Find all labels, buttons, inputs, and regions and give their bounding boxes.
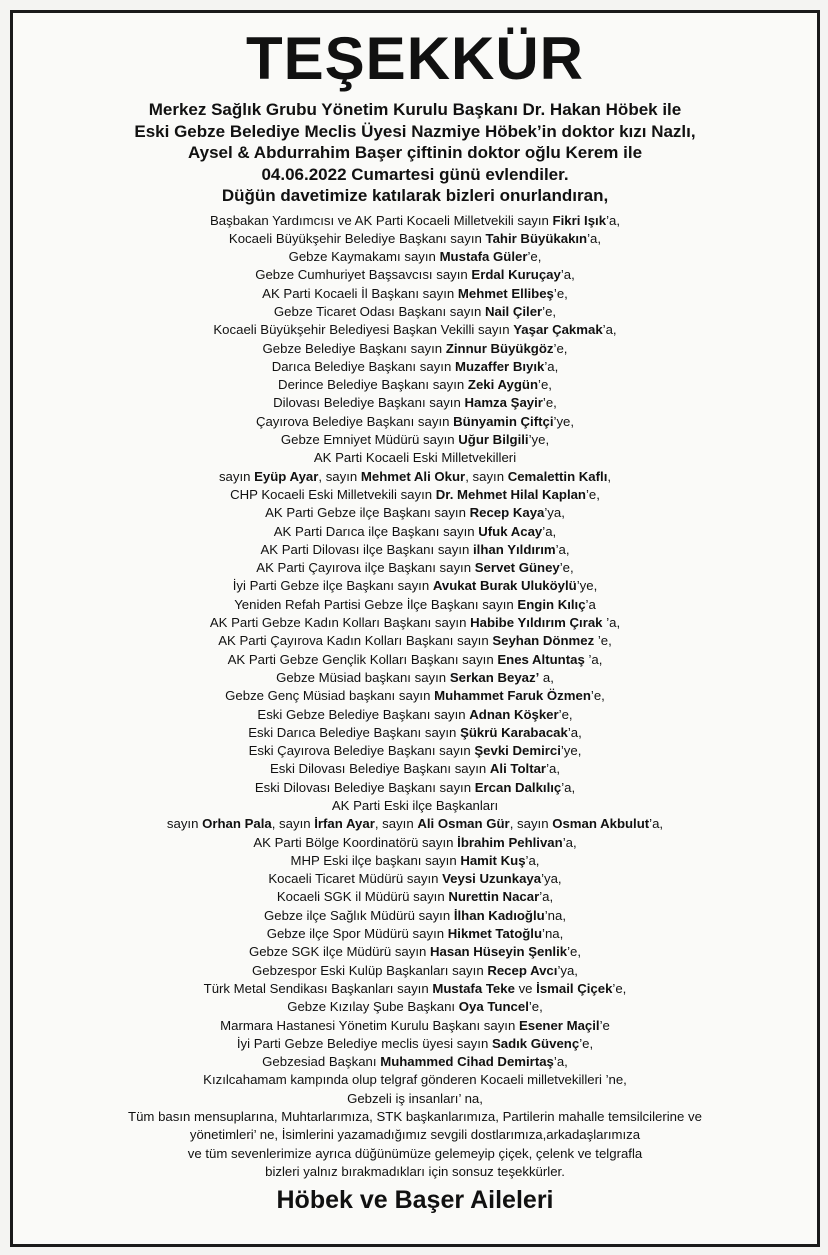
thanks-text: ’e, xyxy=(542,395,557,411)
thanks-line xyxy=(21,394,809,412)
thanks-text: ’e, xyxy=(553,340,568,356)
honoree-name: Mehmet Ali Okur xyxy=(360,468,466,484)
thanks-text: AK Parti Gebze Gençlik Kolları Başkanı sayın xyxy=(227,651,498,667)
thanks-text: Başbakan Yardımcısı ve AK Parti Kocaeli Milletvekili sayın xyxy=(210,212,553,228)
thanks-text: Eski Gebze Belediye Başkanı sayın xyxy=(257,706,470,722)
honoree-name: Serkan Beyaz’ xyxy=(449,669,540,685)
thanks-text: Gebze SGK ilçe Müdürü sayın xyxy=(248,944,431,960)
thanks-text: ’e, xyxy=(528,999,543,1015)
thanks-line xyxy=(21,285,809,303)
honoree-name: Zeki Aygün xyxy=(467,377,539,393)
intro-line: Eski Gebze Belediye Meclis Üyesi Nazmiye Höbek’in doktor kızı Nazlı, xyxy=(134,121,696,141)
honoree-name: Enes Altuntaş xyxy=(497,651,585,667)
honoree-name: Osman Akbulut xyxy=(552,816,650,832)
thanks-text: ’a, xyxy=(555,541,570,557)
thanks-text: ’a, xyxy=(649,816,664,832)
thanks-text: sayın xyxy=(166,816,203,832)
thanks-text: ’e, xyxy=(579,1035,594,1051)
honoree-name: Oya Tuncel xyxy=(458,999,529,1015)
thanks-text: AK Parti Çayırova Kadın Kolları Başkanı sayın xyxy=(218,633,493,649)
thanks-text: ’e, xyxy=(586,486,600,502)
honoree-name: İrfan Ayar xyxy=(314,816,375,832)
thanks-text: ’a, xyxy=(561,779,576,795)
thanks-text: , sayın xyxy=(465,468,508,484)
thanks-line xyxy=(21,303,809,321)
honoree-name: Ufuk Acay xyxy=(478,523,543,539)
thanks-text: Kocaeli Ticaret Müdürü sayın xyxy=(268,871,443,887)
honoree-name: Mustafa Güler xyxy=(439,249,528,265)
thanks-text: İyi Parti Gebze Belediye meclis üyesi sayın xyxy=(236,1035,492,1051)
thanks-text: Darıca Belediye Başkanı sayın xyxy=(271,358,455,374)
thanks-line xyxy=(21,449,809,467)
thanks-text: , sayın xyxy=(509,816,553,832)
thanks-line xyxy=(21,779,809,797)
thanks-line xyxy=(21,797,809,815)
thanks-text: AK Parti Eski ilçe Başkanları xyxy=(331,798,499,813)
thanks-line xyxy=(21,266,809,284)
thanks-text: , sayın xyxy=(374,816,418,832)
thanks-text: Türk Metal Sendikası Başkanları sayın xyxy=(203,980,433,996)
thanks-line xyxy=(21,486,809,504)
thanks-line xyxy=(21,742,809,760)
thanks-line xyxy=(21,596,809,614)
thanks-line xyxy=(21,852,809,870)
thanks-text: AK Parti Çayırova ilçe Başkanı sayın xyxy=(256,560,475,576)
thanks-text: Gebzeli iş insanları’ na, xyxy=(347,1090,483,1106)
thanks-line xyxy=(21,669,809,687)
thanks-text: ’e, xyxy=(558,706,573,722)
honoree-name: Adnan Köşker xyxy=(469,706,559,722)
thanks-line xyxy=(21,998,809,1016)
thanks-text: Gebze Müsiad başkanı sayın xyxy=(276,669,450,685)
thanks-text: AK Parti Gebze Kadın Kolları Başkanı sayın xyxy=(209,615,471,631)
thanks-text: ’ye, xyxy=(560,743,582,759)
thanks-text: ’ye, xyxy=(553,413,575,429)
honoree-name: Mehmet Ellibeş xyxy=(457,285,554,301)
thanks-text: ’a, xyxy=(544,358,559,374)
honoree-name: Hikmet Tatoğlu xyxy=(447,926,543,942)
honoree-name: Nail Çiler xyxy=(485,303,543,319)
thanks-line xyxy=(21,888,809,906)
thanks-text: AK Parti Bölge Koordinatörü sayın xyxy=(253,834,458,850)
thanks-line xyxy=(21,943,809,961)
thanks-line xyxy=(21,724,809,742)
thanks-text: ’ye, xyxy=(576,578,598,594)
thanks-text: ’a, xyxy=(602,322,617,338)
thanks-text: a, xyxy=(539,669,554,685)
thanks-line xyxy=(21,504,809,522)
thanks-text: MHP Eski ilçe başkanı sayın xyxy=(290,852,461,868)
thanks-text: Gebze ilçe Sağlık Müdürü sayın xyxy=(264,907,454,923)
thanks-text: ’na, xyxy=(542,926,564,942)
thanks-text: Gebze Kaymakamı sayın xyxy=(288,249,440,265)
thanks-text: ’a xyxy=(585,596,596,612)
closing-line: yönetimleri’ ne, İsimlerini yazamadığımız sevgili dostlarımıza,arkadaşlarımıza xyxy=(189,1127,641,1143)
honoree-name: Ercan Dalkılıç xyxy=(474,779,562,795)
thanks-text: Gebze Cumhuriyet Başsavcısı sayın xyxy=(255,267,472,283)
honoree-name: Eyüp Ayar xyxy=(254,468,319,484)
thanks-text: ’e, xyxy=(553,285,568,301)
thanks-text: ’e, xyxy=(612,980,627,996)
honoree-name: Uğur Bilgili xyxy=(458,432,529,448)
thanks-text: ’ya, xyxy=(544,505,565,521)
thanks-text: Kocaeli SGK il Müdürü sayın xyxy=(276,889,449,905)
honoree-name: Recep Avcı xyxy=(487,962,558,978)
honoree-name: İbrahim Pehlivan xyxy=(457,834,563,850)
thanks-text: İyi Parti Gebze ilçe Başkanı sayın xyxy=(232,578,433,594)
closing-paragraph xyxy=(21,1108,809,1181)
thanks-line xyxy=(21,1053,809,1071)
thanks-line xyxy=(21,907,809,925)
thanks-line xyxy=(21,358,809,376)
thanks-text: ’e, xyxy=(590,688,605,704)
thanks-list xyxy=(21,212,809,1109)
thanks-text: , sayın xyxy=(271,816,315,832)
thanks-text: AK Parti Gebze ilçe Başkanı sayın xyxy=(265,505,470,521)
thanks-text: ’a, xyxy=(546,761,560,777)
honoree-name: ilhan Yıldırım xyxy=(473,541,556,557)
thanks-text: ’e, xyxy=(567,944,582,960)
thanks-line xyxy=(21,834,809,852)
honoree-name: Dr. Mehmet Hilal Kaplan xyxy=(435,486,586,502)
signature: Höbek ve Başer Aileleri xyxy=(276,1186,554,1215)
thanks-text: AK Parti Kocaeli İl Başkanı sayın xyxy=(262,285,458,301)
closing-line: Tüm basın mensuplarına, Muhtarlarımıza, STK başkanlarımıza, Partilerin mahalle temsilcilerine ve xyxy=(128,1109,702,1125)
honoree-name: Ali Toltar xyxy=(489,761,547,777)
honoree-name: Habibe Yıldırım Çırak xyxy=(470,615,603,631)
thanks-text: sayın xyxy=(218,468,255,484)
honoree-name: Tahir Büyükakın xyxy=(485,230,588,246)
thanks-line xyxy=(21,815,809,833)
honoree-name: Yaşar Çakmak xyxy=(513,322,603,338)
honoree-name: Veysi Uzunkaya xyxy=(442,871,542,887)
thanks-line xyxy=(21,523,809,541)
thanks-text: ’a, xyxy=(562,834,577,850)
thanks-line xyxy=(21,651,809,669)
thanks-text: Dilovası Belediye Başkanı sayın xyxy=(273,395,465,411)
thanks-text: Gebze Ticaret Odası Başkanı sayın xyxy=(273,303,485,319)
thanks-text: CHP Kocaeli Eski Milletvekili sayın xyxy=(230,486,436,502)
honoree-name: Ali Osman Gür xyxy=(417,816,510,832)
honoree-name: Şevki Demirci xyxy=(474,743,561,759)
thanks-text: Gebzespor Eski Kulüp Başkanları sayın xyxy=(252,962,488,978)
thanks-line xyxy=(21,413,809,431)
thanks-line xyxy=(21,1071,809,1089)
thanks-line xyxy=(21,870,809,888)
honoree-name: Sadık Güvenç xyxy=(491,1035,580,1051)
thanks-text: , sayın xyxy=(318,468,361,484)
thanks-line xyxy=(21,431,809,449)
thanks-text: ’na, xyxy=(544,907,566,923)
thanks-line xyxy=(21,1090,809,1108)
thanks-text: Gebze Genç Müsiad başkanı sayın xyxy=(225,688,435,704)
thanks-text: Eski Dilovası Belediye Başkanı sayın xyxy=(269,761,490,777)
thanks-text: , xyxy=(607,468,612,484)
thanks-text: ’e, xyxy=(542,303,557,319)
thanks-text: Gebze Belediye Başkanı sayın xyxy=(262,340,446,356)
honoree-name: Muhammed Cihad Demirtaş xyxy=(380,1054,554,1070)
honoree-name: Cemalettin Kaflı xyxy=(507,468,608,484)
thanks-text: Marmara Hastanesi Yönetim Kurulu Başkanı sayın xyxy=(220,1017,519,1033)
thanks-line xyxy=(21,1017,809,1035)
honoree-name: Avukat Burak Uluköylü xyxy=(432,578,577,594)
thanks-line xyxy=(21,706,809,724)
thanks-line xyxy=(21,321,809,339)
thanks-line xyxy=(21,577,809,595)
intro-line: Düğün davetimize katılarak bizleri onurlandıran, xyxy=(221,186,609,205)
thanks-text: ’ya, xyxy=(557,962,578,978)
honoree-name: Hasan Hüseyin Şenlik xyxy=(430,944,568,960)
thanks-line xyxy=(21,925,809,943)
honoree-name: Esener Maçil xyxy=(518,1017,600,1033)
thanks-text: ’e, xyxy=(559,560,574,576)
thanks-text: ’a, xyxy=(553,1054,568,1070)
thanks-line xyxy=(21,632,809,650)
thanks-line xyxy=(21,376,809,394)
honoree-name: Fikri Işık xyxy=(552,212,607,228)
thanks-line xyxy=(21,212,809,230)
thanks-line xyxy=(21,468,809,486)
announcement-frame xyxy=(10,10,820,1247)
thanks-text: ’a, xyxy=(567,724,582,740)
honoree-name: Muzaffer Bıyık xyxy=(454,358,545,374)
thanks-text: ’a, xyxy=(525,852,540,868)
thanks-text: ’ya, xyxy=(541,871,562,887)
thanks-line xyxy=(21,248,809,266)
thanks-text: ’a, xyxy=(584,651,603,667)
honoree-name: Seyhan Dönmez xyxy=(492,633,595,649)
honoree-name: Hamza Şayir xyxy=(464,395,543,411)
honoree-name: Erdal Kuruçay xyxy=(471,267,561,283)
thanks-text: ’e xyxy=(599,1017,610,1033)
thanks-text: AK Parti Darıca ilçe Başkanı sayın xyxy=(273,523,479,539)
intro-line: 04.06.2022 Cumartesi günü evlendiler. xyxy=(261,164,569,184)
thanks-text: ’a, xyxy=(606,212,620,228)
honoree-name: Engin Kılıç xyxy=(517,596,586,612)
thanks-text: Eski Dilovası Belediye Başkanı sayın xyxy=(254,779,475,795)
closing-line: ve tüm sevenlerimize ayrıca düğünümüze gelemeyip çiçek, çelenk ve telgrafla xyxy=(187,1145,643,1161)
thanks-text: AK Parti Dilovası ilçe Başkanı sayın xyxy=(260,541,474,557)
thanks-text: ’a, xyxy=(542,523,557,539)
honoree-name: Hamit Kuş xyxy=(460,852,526,868)
thanks-line xyxy=(21,541,809,559)
thanks-text: Yeniden Refah Partisi Gebze İlçe Başkanı sayın xyxy=(234,596,518,612)
thanks-text: ve xyxy=(514,980,537,996)
honoree-name: Servet Güney xyxy=(474,560,560,576)
thanks-line xyxy=(21,1035,809,1053)
honoree-name: Orhan Pala xyxy=(202,816,272,832)
thanks-text: Eski Darıca Belediye Başkanı sayın xyxy=(248,724,461,740)
thanks-text: ’a, xyxy=(560,267,575,283)
thanks-text: ’a, xyxy=(587,230,602,246)
thanks-text: Gebzesiad Başkanı xyxy=(262,1054,381,1070)
thanks-line xyxy=(21,760,809,778)
thanks-text: ’e, xyxy=(594,633,612,649)
honoree-name: Mustafa Teke xyxy=(432,980,515,996)
honoree-name: Nurettin Nacar xyxy=(448,889,540,905)
thanks-line xyxy=(21,962,809,980)
thanks-text: Gebze ilçe Spor Müdürü sayın xyxy=(266,926,448,942)
thanks-text: Kızılcahamam kampında olup telgraf gönderen Kocaeli milletvekilleri ’ne, xyxy=(203,1072,627,1088)
honoree-name: Bünyamin Çiftçi xyxy=(453,413,554,429)
thanks-text: Gebze Emniyet Müdürü sayın xyxy=(280,432,459,448)
thanks-text: Kocaeli Büyükşehir Belediye Başkanı sayın xyxy=(228,230,486,246)
honoree-name: Şükrü Karabacak xyxy=(460,724,568,740)
thanks-text: ’ye, xyxy=(528,432,550,448)
thanks-text: Derince Belediye Başkanı sayın xyxy=(278,377,468,393)
intro-paragraph xyxy=(21,99,809,207)
intro-line: Aysel & Abdurrahim Başer çiftinin doktor oğlu Kerem ile xyxy=(187,143,643,162)
thanks-text: Eski Çayırova Belediye Başkanı sayın xyxy=(248,743,475,759)
honoree-name: Muhammet Faruk Özmen xyxy=(434,688,591,704)
thanks-line xyxy=(21,340,809,358)
honoree-name: Recep Kaya xyxy=(469,505,545,521)
honoree-name: Zinnur Büyükgöz xyxy=(445,340,554,356)
thanks-text: AK Parti Kocaeli Eski Milletvekilleri xyxy=(313,450,517,466)
closing-line: bizleri yalnız bırakmadıkları için sonsuz teşekkürler. xyxy=(265,1163,565,1179)
thanks-text: Çayırova Belediye Başkanı sayın xyxy=(255,413,454,429)
page-title: TEŞEKKÜR xyxy=(245,25,585,92)
thanks-line xyxy=(21,614,809,632)
honoree-name: İsmail Çiçek xyxy=(536,980,613,996)
thanks-text: Gebze Kızılay Şube Başkanı xyxy=(287,999,459,1015)
thanks-text: ’a, xyxy=(539,889,554,905)
thanks-line xyxy=(21,980,809,998)
thanks-text: ’e, xyxy=(538,377,552,393)
thanks-text: ’a, xyxy=(602,615,621,631)
thanks-text: ’e, xyxy=(527,249,542,265)
thanks-line xyxy=(21,559,809,577)
intro-line: Merkez Sağlık Grubu Yönetim Kurulu Başkanı Dr. Hakan Höbek ile xyxy=(148,100,682,119)
thanks-line xyxy=(21,687,809,705)
honoree-name: İlhan Kadıoğlu xyxy=(453,907,545,923)
thanks-text: Kocaeli Büyükşehir Belediyesi Başkan Vekilli sayın xyxy=(213,322,514,338)
announcement-content xyxy=(21,13,809,1215)
thanks-line xyxy=(21,230,809,248)
